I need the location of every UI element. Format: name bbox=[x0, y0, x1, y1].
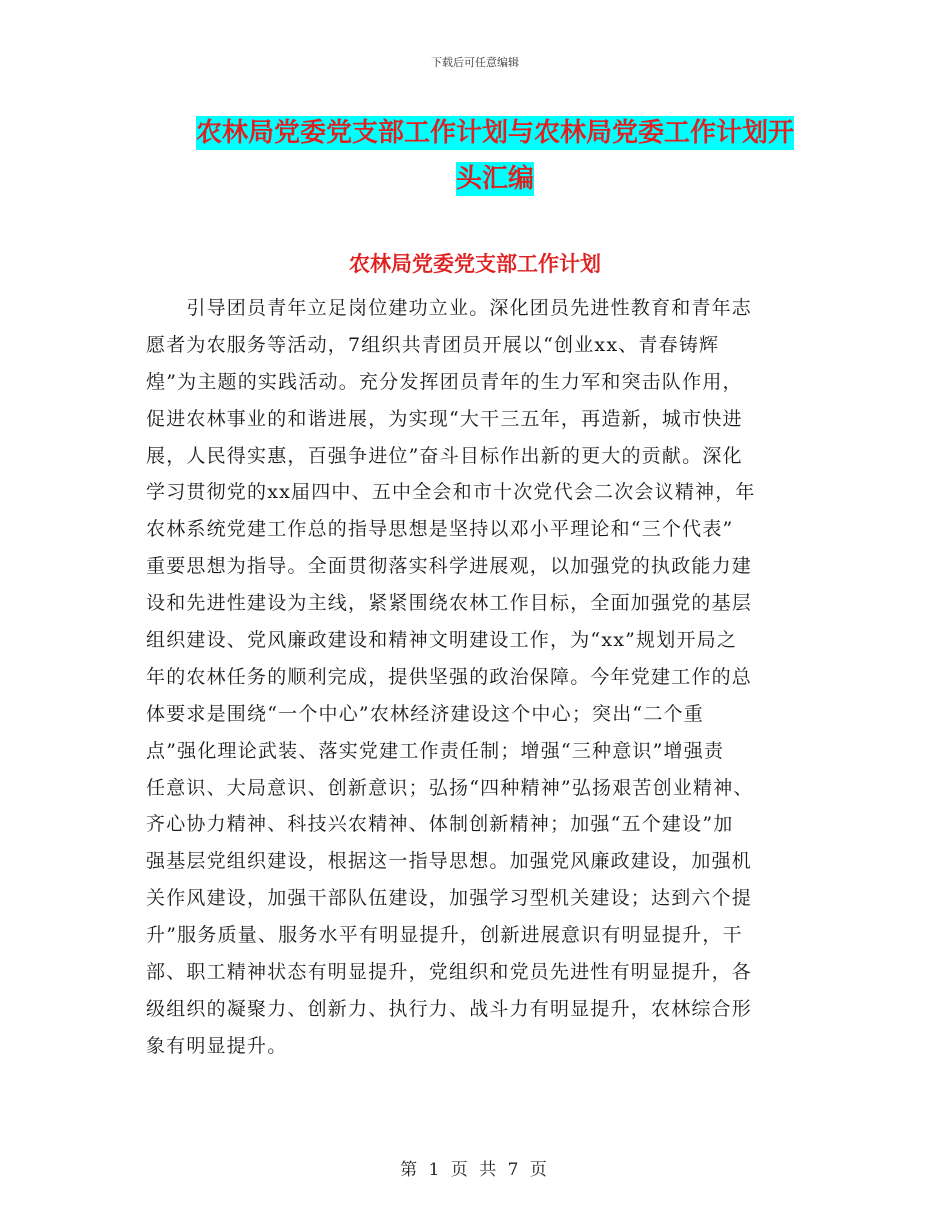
body-line: 体要求是围绕“一个中心”农林经济建设这个中心；突出“二个重 bbox=[146, 702, 704, 725]
body-line: 煌”为主题的实践活动。充分发挥团员青年的生力军和突击队作用， bbox=[146, 370, 743, 393]
body-line: 关作风建设，加强干部队伍建设，加强学习型机关建设；达到六个提 bbox=[146, 887, 753, 910]
body-line: 设和先进性建设为主线，紧紧围绕农林工作目标，全面加强党的基层 bbox=[146, 592, 753, 615]
body-line: 级组织的凝聚力、创新力、执行力、战斗力有明显提升，农林综合形 bbox=[146, 997, 753, 1020]
body-line: 促进农林事业的和谐进展，为实现“大干三五年，再造新，城市快进 bbox=[146, 407, 743, 430]
section-heading: 农林局党委党支部工作计划 bbox=[349, 252, 601, 276]
document-title-line-1: 农林局党委党支部工作计划与农林局党委工作计划开 bbox=[195, 118, 794, 148]
body-line: 愿者为农服务等活动，7组织共青团员开展以“创业xx、青春铸辉 bbox=[146, 333, 720, 356]
body-line: 年的农林任务的顺利完成，提供坚强的政治保障。今年党建工作的总 bbox=[146, 665, 753, 688]
body-line: 引导团员青年立足岗位建功立业。深化团员先进性教育和青年志 bbox=[146, 297, 753, 319]
page-number-footer: 第 1 页 共 7 页 bbox=[400, 1160, 550, 1180]
document-title-line-2: 头汇编 bbox=[455, 164, 534, 194]
body-line: 任意识、大局意识、创新意识；弘扬“四种精神”弘扬艰苦创业精神、 bbox=[146, 776, 754, 799]
body-line: 学习贯彻党的xx届四中、五中全会和市十次党代会二次会议精神，年 bbox=[146, 481, 756, 504]
body-line: 象有明显提升。 bbox=[146, 1034, 288, 1057]
body-line: 点”强化理论武装、落实党建工作责任制；增强“三种意识”增强责 bbox=[146, 739, 725, 762]
document-title bbox=[150, 110, 840, 202]
body-line: 升”服务质量、服务水平有明显提升，创新进展意识有明显提升，干 bbox=[146, 924, 743, 947]
body-paragraph bbox=[146, 290, 816, 1065]
body-line: 重要思想为指导。全面贯彻落实科学进展观，以加强党的执政能力建 bbox=[146, 555, 753, 578]
body-line: 齐心协力精神、科技兴农精神、体制创新精神；加强“五个建设”加 bbox=[146, 813, 734, 836]
body-line: 展，人民得实惠，百强争进位”奋斗目标作出新的更大的贡献。深化 bbox=[146, 444, 743, 467]
body-line: 部、职工精神状态有明显提升，党组织和党员先进性有明显提升，各 bbox=[146, 961, 753, 984]
body-line: 农林系统党建工作总的指导思想是坚持以邓小平理论和“三个代表” bbox=[146, 518, 734, 541]
body-line: 组织建设、党风廉政建设和精神文明建设工作，为“xx”规划开局之 bbox=[146, 629, 738, 652]
body-line: 强基层党组织建设，根据这一指导思想。加强党风廉政建设，加强机 bbox=[146, 850, 753, 873]
header-note: 下载后可任意编辑 bbox=[431, 56, 519, 69]
